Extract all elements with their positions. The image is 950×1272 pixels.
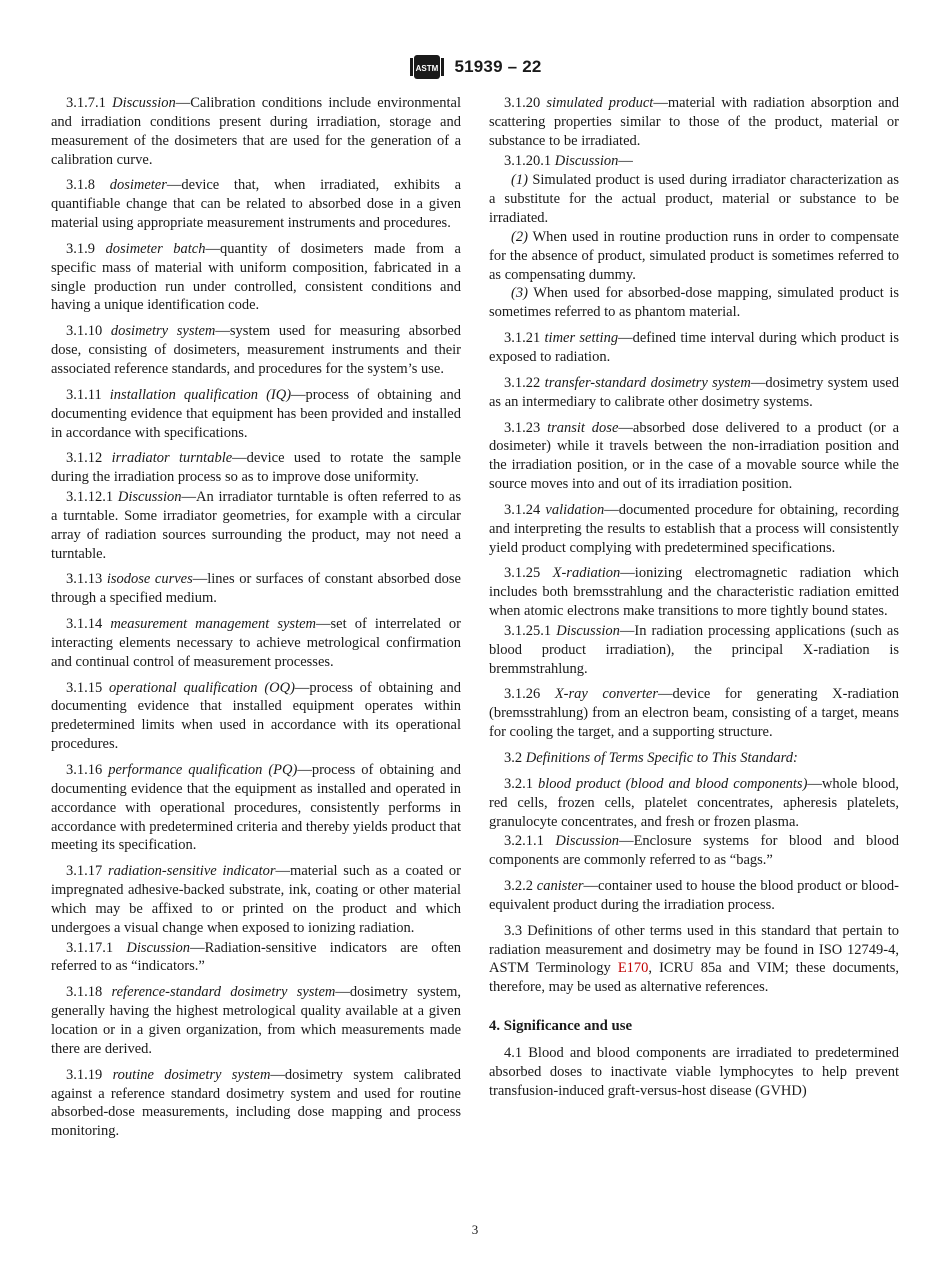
paragraph: 3.1.9 dosimeter batch—quantity of dosimeters made from a specific mass of material with uniform composition, fabricated in a single production run under controlled, consistent conditions and having a unique identification code.	[51, 240, 461, 314]
paragraph: 3.1.18 reference-standard dosimetry system—dosimetry system, generally having the highest metrological quality available at a given location or in a given organization, from which measurements made there are derived.	[51, 984, 461, 1057]
paragraph: 3.1.11 installation qualification (IQ)—process of obtaining and documenting evidence that equipment has been provided and installed in accordance with specifications.	[51, 386, 461, 441]
paragraph: 3.1.24 validation—documented procedure for obtaining, recording and interpreting the results to establish that a process will consistently yield product complying with predetermined specifications.	[489, 501, 899, 556]
paragraph: 3.1.12.1 Discussion—An irradiator turntable is often referred to as a turntable. Some irradiator geometries, for example with a circular array of radiation sources surrounding the product, may not need a turntable.	[51, 489, 461, 562]
left-column	[51, 94, 461, 1148]
paragraph: 3.1.23 transit dose—absorbed dose delivered to a product (or a dosimeter) while it travels between the non-irradiation position and the irradiation position, or in the case of a movable source while the source moves into and out of its irradiation position.	[489, 419, 899, 493]
paragraph: 3.1.10 dosimetry system—system used for measuring absorbed dose, consisting of dosimeters, measurement instruments and their associated reference standards, and procedures for the system’s use.	[51, 323, 462, 377]
paragraph: 3.1.21 timer setting—defined time interval during which product is exposed to radiation.	[489, 330, 900, 365]
page-number: 3	[471, 1222, 479, 1237]
paragraph: 3.1.25.1 Discussion—In radiation processing applications (such as blood product irradiation), the principal X-radiation is bremmstrahlung.	[489, 622, 899, 677]
paragraph: 3.1.26 X-ray converter—device for generating X-radiation (bremsstrahlung) from an electron beam, consisting of a target, means for cooling the target, and a supporting structure.	[489, 686, 899, 741]
paragraph: 3.1.14 measurement management system—set of interrelated or interacting elements necessary to achieve metrological confirmation and continual control of measurement processes.	[51, 616, 462, 670]
paragraph: 3.2.1.1 Discussion—Enclosure systems for blood and blood components are commonly referred to as “bags.”	[489, 833, 899, 869]
reference-link-e170[interactable]: E170	[617, 960, 649, 977]
paragraph: 3.1.22 transfer-standard dosimetry system—dosimetry system used as an intermediary to calibrate other dosimetry systems.	[489, 374, 899, 410]
paragraph: 3.1.7.1 Discussion—Calibration conditions include environmental and irradiation conditions present during irradiation, storage and measurement of the dosimeters that are used for the generation of a calibration curve.	[51, 95, 461, 168]
paragraph: 3.1.25 X-radiation—ionizing electromagnetic radiation which includes both bremsstrahlung and the characteristic radiation emitted when atomic electrons make transitions to more tightly bound states.	[489, 565, 899, 620]
paragraph: 3.1.12 irradiator turntable—device used to rotate the sample during the irradiation process so as to improve dose uniformity.	[51, 450, 461, 486]
section-subheading: 3.2 Definitions of Terms Specific to This Standard:	[504, 750, 798, 766]
paragraph: 3.1.20 simulated product—material with radiation absorption and scattering properties similar to those of the product, material or substance to be irradiated.	[489, 95, 900, 149]
right-column	[489, 94, 899, 1108]
page-header	[0, 50, 950, 84]
paragraph: 3.1.13 isodose curves—lines or surfaces of constant absorbed dose through a specified medium.	[51, 571, 461, 607]
sub-paragraph: (1) Simulated product is used during irradiator characterization as a substitute for the actual product, material or substance to be irradiated.	[489, 172, 899, 227]
astm-logo-icon	[408, 52, 446, 82]
paragraph: 3.1.17 radiation-sensitive indicator—material such as a coated or impregnated adhesive-backed substrate, ink, coating or other material which may be affixed to or printed on the product and which undergoes a visual change when exposed to ionizing radiation.	[51, 863, 462, 936]
sub-paragraph: (2) When used in routine production runs in order to compensate for the absence of product, simulated product is sometimes referred to as compensating dummy.	[489, 228, 899, 283]
paragraph: 3.2.1 blood product (blood and blood components)—whole blood, red cells, frozen cells, platelet concentrates, apheresis platelets, granulocyte concentrates, and fresh or frozen plasma.	[489, 775, 900, 830]
astm-logo-text: ASTM	[416, 64, 439, 73]
paragraph: 3.1.19 routine dosimetry system—dosimetry system calibrated against a reference standard dosimetry system and used for routine absorbed-dose measurements, including dose mapping and process monitoring.	[51, 1066, 461, 1140]
paragraph: 3.3 Definitions of other terms used in this standard that pertain to radiation measurement and dosimetry may be found in ISO 12749-4, ASTM Terminology E170, ICRU 85a and VIM; these documents, therefore, may be used as alternative references.	[489, 922, 900, 996]
paragraph: 3.1.16 performance qualification (PQ)—process of obtaining and documenting evidence that the equipment as installed and operated in accordance with operational procedures, consistently performs in accordance with predetermined criteria and thereby yields product that meeting its specification.	[51, 762, 462, 854]
sub-paragraph: (3) When used for absorbed-dose mapping, simulated product is sometimes referred to as phantom material.	[489, 285, 899, 321]
document-designation: 51939 – 22	[454, 57, 542, 76]
paragraph: 4.1 Blood and blood components are irradiated to predetermined absorbed doses to inactivate viable lymphocytes to help prevent transfusion-induced graft-versus-host disease (GVHD)	[489, 1045, 899, 1099]
section-heading: 4. Significance and use	[489, 1018, 633, 1035]
paragraph: 3.1.20.1 Discussion—	[504, 152, 633, 169]
paragraph: 3.1.15 operational qualification (OQ)—process of obtaining and documenting evidence that installed equipment operates within predetermined limits when used in accordance with its operational procedures.	[51, 679, 461, 753]
paragraph: 3.1.8 dosimeter—device that, when irradiated, exhibits a quantifiable change that can be related to absorbed dose in a given material using appropriate measurement instruments and procedures.	[51, 177, 462, 232]
paragraph: 3.2.2 canister—container used to house the blood product or blood-equivalent product during the irradiation process.	[489, 878, 899, 913]
paragraph: 3.1.17.1 Discussion—Radiation-sensitive indicators are often referred to as “indicators.”	[51, 939, 462, 975]
